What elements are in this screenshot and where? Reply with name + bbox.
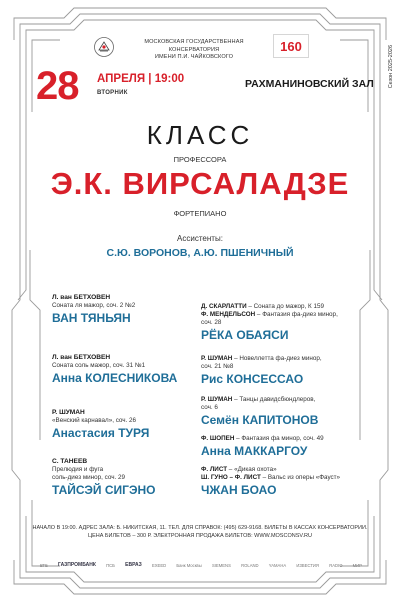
instrument-label: ФОРТЕПИАНО [173, 209, 227, 218]
program-line: Ф. ШОПЕН – Фантазия фа минор, соч. 49 [201, 435, 324, 442]
program-line: соч. 28 [201, 319, 222, 326]
program-line: Д. СКАРЛАТТИ – Соната до мажор, К 159 [201, 303, 324, 310]
season-label: Сезон 2025-2026 [388, 45, 394, 89]
conservatory-emblem-icon [93, 36, 115, 58]
performer: Рис КОНСЕССАО [201, 372, 304, 386]
event-month-time: АПРЕЛЯ | 19:00 [97, 73, 185, 85]
sponsor-logo: ЕВРАЗ [125, 562, 142, 568]
sponsor-logo: YAMAHA [268, 562, 287, 568]
program-line: соч. 6 [201, 404, 218, 411]
footer-info [0, 525, 400, 540]
sponsor-logo: ROLAND [241, 562, 259, 568]
program-entry [52, 294, 135, 326]
footer-line-1: НАЧАЛО В 19:00. АДРЕС ЗАЛА: Б. НИКИТСКАЯ, 11. ТЕЛ. ДЛЯ СПРАВОК: (495) 629-9168. БИЛЕТЫ В КАССАХ КОНСЕРВАТОРИИ. [32, 525, 368, 531]
event-day: 28 [36, 64, 79, 108]
composer: С. ТАНЕЕВ [52, 458, 88, 465]
sponsor-logo: ИЗВЕСТИЯ [296, 562, 319, 568]
anniversary-number: 160 [280, 39, 302, 54]
footer-line-2: ЦЕНА БИЛЕТОВ – 300 Р. ЭЛЕКТРОННАЯ ПРОДАЖА БИЛЕТОВ: WWW.MOSCONSV.RU [88, 532, 312, 539]
anniversary-logo-icon [273, 34, 309, 58]
program-entry [201, 435, 324, 459]
composer: Л. ван БЕТХОВЕН [52, 294, 111, 301]
institution-name [119, 39, 269, 62]
sponsor-logo: Банк Москвы [176, 562, 202, 568]
event-title: КЛАСС [146, 120, 254, 150]
work: Прелюдия и фуга [52, 466, 104, 473]
program-entry [52, 354, 177, 386]
professor-label: ПРОФЕССОРА [173, 155, 227, 164]
work: «Венский карнавал», соч. 26 [52, 417, 137, 424]
professor-name: Э.К. ВИРСАЛАДЗЕ [50, 166, 350, 201]
program-entry [201, 355, 322, 387]
program-line: Ф. МЕНДЕЛЬСОН – Фантазия фа-диез минор, [201, 311, 338, 318]
assistants-names: С.Ю. ВОРОНОВ, А.Ю. ПШЕНИЧНЫЙ [106, 247, 294, 259]
program-line: Р. ШУМАН – Новеллетта фа-диез минор, [201, 355, 322, 362]
program-line: Ш. ГУНО – Ф. ЛИСТ – Вальс из оперы «Фауст» [201, 474, 341, 481]
performer: Анастасия ТУРЯ [52, 426, 150, 440]
performer: ЧЖАН БОАО [201, 483, 277, 497]
program-line: соч. 21 №8 [201, 363, 234, 370]
work: Соната ля мажор, соч. 2 №2 [52, 302, 136, 309]
hall-name: РАХМАНИНОВСКИЙ ЗАЛ [245, 78, 374, 90]
sponsor-logo: ВТБ [40, 562, 48, 568]
composer: Р. ШУМАН [52, 409, 85, 416]
program-entry [201, 466, 340, 498]
assistants-label: Ассистенты: [177, 234, 223, 243]
program-entry [201, 303, 338, 343]
performer: ТАЙСЭЙ СИГЭНО [52, 483, 156, 497]
composer: Л. ван БЕТХОВЕН [52, 354, 111, 361]
sponsor-logos [40, 559, 362, 571]
program-entry [201, 396, 318, 428]
institution-line-2: ИМЕНИ П.И. ЧАЙКОВСКОГО [154, 54, 234, 60]
performer: ВАН ТЯНЬЯН [52, 311, 131, 325]
institution-line-1: МОСКОВСКАЯ ГОСУДАРСТВЕННАЯ КОНСЕРВАТОРИЯ [144, 39, 244, 53]
sponsor-logo: ГАЗПРОМБАНК [58, 562, 96, 568]
performer: Анна КОЛЕСНИКОВА [52, 371, 178, 385]
event-weekday: ВТОРНИК [97, 90, 128, 96]
sponsor-logo: SIEMENS [212, 562, 231, 568]
sponsor-logo: RADIO [329, 562, 343, 568]
sponsor-logo: МИР [352, 562, 362, 568]
sponsor-logo: ПСБ [106, 562, 115, 568]
performer: Семён КАПИТОНОВ [201, 413, 319, 427]
program-line: Ф. ЛИСТ – «Дикая охота» [201, 466, 277, 473]
performer: Анна МАККАРГОУ [201, 444, 308, 458]
work: Соната соль мажор, соч. 31 №1 [52, 362, 146, 369]
work-continued: соль-диез минор, соч. 29 [52, 474, 126, 481]
program-entry [52, 409, 149, 441]
program-entry [52, 458, 156, 498]
performer: РЁКА ОБАЯСИ [201, 328, 289, 342]
sponsor-logo: EXEED [151, 562, 167, 568]
program-line: Р. ШУМАН – Танцы давидсбюндлеров, [201, 396, 316, 403]
